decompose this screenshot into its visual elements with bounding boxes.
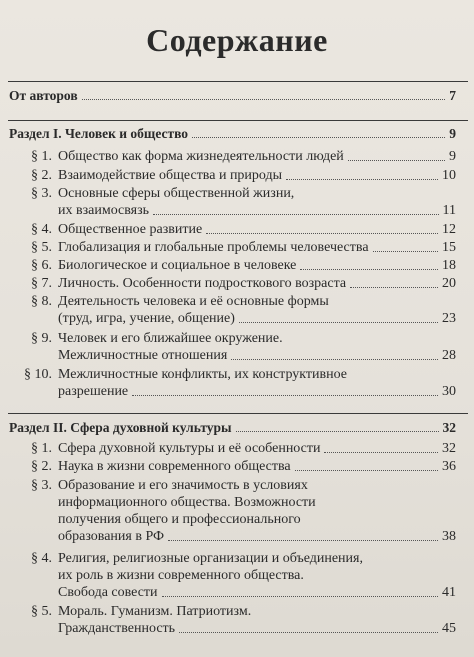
toc-entry[interactable] <box>0 603 474 637</box>
paragraph-number: § 10. <box>24 367 52 382</box>
toc-entry[interactable] <box>0 458 474 475</box>
page-number: 32 <box>442 420 456 435</box>
page-number: 18 <box>442 258 456 273</box>
entry-title-line: Межличностные конфликты, их конструктивное <box>58 367 347 382</box>
entry-title-line: получения общего и профессионального <box>58 512 301 527</box>
paragraph-number: § 6. <box>31 258 52 273</box>
paragraph-number: § 9. <box>31 331 52 346</box>
dot-leader <box>153 214 438 215</box>
paragraph-number: § 1. <box>31 441 52 456</box>
toc-entry[interactable] <box>0 440 474 457</box>
page-number: 45 <box>442 621 456 636</box>
entry-title-line: Взаимодействие общества и природы <box>58 168 283 183</box>
entry-title-line: Религия, религиозные организации и объединения, <box>58 551 363 566</box>
dot-leader <box>300 269 438 270</box>
page-number: 12 <box>442 222 456 237</box>
dot-leader <box>162 596 438 597</box>
dot-leader <box>348 160 445 161</box>
toc-entry[interactable] <box>0 366 474 400</box>
dot-leader <box>239 322 438 323</box>
page-number: 30 <box>442 384 456 399</box>
entry-title-line: Раздел II. Сфера духовной культуры <box>9 420 232 435</box>
dot-leader <box>82 99 446 100</box>
entry-title-line: Межличностные отношения <box>58 348 228 363</box>
entry-title-line: От авторов <box>9 88 78 103</box>
entry-title-line: Биологическое и социальное в человеке <box>58 258 297 273</box>
paragraph-number: § 2. <box>31 168 52 183</box>
toc-entry[interactable] <box>0 148 474 165</box>
entry-title-line: Общество как форма жизнедеятельности людей <box>58 149 344 164</box>
page-number: 41 <box>442 585 456 600</box>
entry-title-line: Общественное развитие <box>58 222 203 237</box>
entry-title-line: их взаимосвязь <box>58 203 150 218</box>
page-number: 23 <box>442 311 456 326</box>
toc-entry[interactable] <box>0 293 474 327</box>
entry-title-line: Глобализация и глобальные проблемы человечества <box>58 240 369 255</box>
page-number: 20 <box>442 276 456 291</box>
entry-title-line: разрешение <box>58 384 129 399</box>
dot-leader <box>350 287 438 288</box>
dot-leader <box>168 540 438 541</box>
toc-entry[interactable] <box>0 257 474 274</box>
paragraph-number: § 4. <box>31 222 52 237</box>
toc-entry[interactable] <box>0 239 474 256</box>
entry-title-line: Свобода совести <box>58 585 158 600</box>
toc-section-heading[interactable] <box>0 419 474 436</box>
page-number: 10 <box>442 168 456 183</box>
toc-section-heading[interactable] <box>0 87 474 104</box>
paragraph-number: § 8. <box>31 294 52 309</box>
dot-leader <box>373 251 438 252</box>
toc-entry[interactable] <box>0 477 474 545</box>
paragraph-number: § 3. <box>31 186 52 201</box>
entry-title-line: Мораль. Гуманизм. Патриотизм. <box>58 604 252 619</box>
paragraph-number: § 5. <box>31 240 52 255</box>
entry-title-line: образования в РФ <box>58 529 165 544</box>
paragraph-number: § 4. <box>31 551 52 566</box>
entry-title-line: информационного общества. Возможности <box>58 495 316 510</box>
page-number: 11 <box>442 203 456 218</box>
entry-title-line: (труд, игра, учение, общение) <box>58 311 235 326</box>
entry-title-line: Сфера духовной культуры и её особенности <box>58 441 321 456</box>
page-number: 9 <box>449 126 456 141</box>
page-number: 32 <box>442 441 456 456</box>
entry-title-line: Наука в жизни современного общества <box>58 459 291 474</box>
dot-leader <box>206 233 438 234</box>
dot-leader <box>179 632 438 633</box>
paragraph-number: § 5. <box>31 604 52 619</box>
page-number: 7 <box>449 88 456 103</box>
page-number: 38 <box>442 529 456 544</box>
toc-entry[interactable] <box>0 550 474 601</box>
toc-entry[interactable] <box>0 330 474 364</box>
entry-title-line: их роль в жизни современного общества. <box>58 568 304 583</box>
entry-title-line: Образование и его значимость в условиях <box>58 478 308 493</box>
toc-entry[interactable] <box>0 221 474 238</box>
toc-entry[interactable] <box>0 167 474 184</box>
entry-title-line: Гражданственность <box>58 621 176 636</box>
dot-leader <box>236 431 439 432</box>
paragraph-number: § 2. <box>31 459 52 474</box>
paragraph-number: § 3. <box>31 478 52 493</box>
entry-title-line: Деятельность человека и её основные формы <box>58 294 329 309</box>
dot-leader <box>295 470 438 471</box>
toc-entry[interactable] <box>0 185 474 219</box>
paragraph-number: § 1. <box>31 149 52 164</box>
entry-title-line: Основные сферы общественной жизни, <box>58 186 295 201</box>
toc-entry[interactable] <box>0 275 474 292</box>
dot-leader <box>192 137 445 138</box>
paragraph-number: § 7. <box>31 276 52 291</box>
page-number: 36 <box>442 459 456 474</box>
dot-leader <box>286 179 438 180</box>
entry-title-line: Личность. Особенности подросткового возраста <box>58 276 347 291</box>
entry-title-line: Раздел I. Человек и общество <box>9 126 189 141</box>
page-title: Содержание <box>146 22 328 58</box>
page-number: 9 <box>449 149 456 164</box>
page-number: 28 <box>442 348 456 363</box>
page-number: 15 <box>442 240 456 255</box>
dot-leader <box>324 452 438 453</box>
dot-leader <box>231 359 438 360</box>
toc-section-heading[interactable] <box>0 125 474 142</box>
dot-leader <box>132 395 438 396</box>
entry-title-line: Человек и его ближайшее окружение. <box>58 331 283 346</box>
